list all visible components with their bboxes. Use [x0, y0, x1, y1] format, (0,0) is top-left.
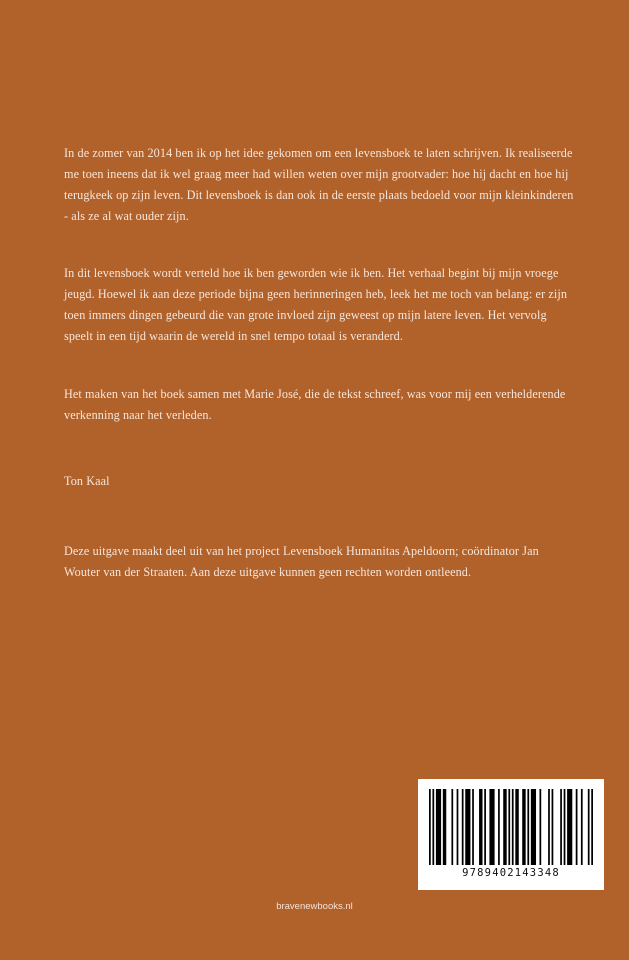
barcode-bar	[465, 789, 470, 865]
barcode-bar	[443, 789, 446, 865]
barcode-bar	[548, 789, 550, 865]
barcode-bar	[515, 789, 518, 865]
barcode-bar	[539, 789, 541, 865]
acknowledgement-paragraph: Het maken van het boek samen met Marie José, die de tekst schreef, was voor mij een verhelderende verkenning naar het verleden.	[64, 387, 566, 422]
colophon-paragraph: Deze uitgave maakt deel uit van het project Levensboek Humanitas Apeldoorn; coördinator Jan Wouter van der Straaten. Aan deze uitgave kunnen geen rechten worden ontleend.	[64, 544, 539, 579]
author-signature: Ton Kaal	[64, 474, 110, 488]
barcode-bar	[429, 789, 431, 865]
barcode-bar	[484, 789, 486, 865]
barcode-bar	[560, 789, 562, 865]
barcode-bar	[527, 789, 529, 865]
barcode-bar	[489, 789, 494, 865]
barcode-image	[429, 789, 593, 865]
story-paragraph: In dit levensboek wordt verteld hoe ik ben geworden wie ik ben. Het verhaal begint bij mijn vroege jeugd. Hoewel ik aan deze periode bijna geen herinneringen heb, leek het me toch van belang: er zijn toen immers dingen gebeurd die van grote invloed zijn geweest op mijn latere leven. Het vervolg speelt in een tijd waarin de wereld in snel tempo totaal is veranderd.	[64, 266, 568, 343]
barcode-bar	[567, 789, 572, 865]
barcode-bar	[508, 789, 510, 865]
barcode-bar	[462, 789, 464, 865]
barcode-bar	[588, 789, 590, 865]
barcode-bar	[591, 789, 593, 865]
barcode-bar	[498, 789, 500, 865]
barcode-bar	[436, 789, 441, 865]
barcode-bar	[576, 789, 578, 865]
barcode-bar	[451, 789, 453, 865]
isbn-number: 9789402143348	[462, 867, 560, 879]
barcode-bar	[531, 789, 536, 865]
barcode-bar	[512, 789, 514, 865]
barcode-bar	[457, 789, 459, 865]
barcode-bar	[564, 789, 566, 865]
barcode-bar	[472, 789, 474, 865]
barcode-bar	[479, 789, 482, 865]
barcode-bar	[432, 789, 434, 865]
barcode-bar	[552, 789, 554, 865]
intro-paragraph: In de zomer van 2014 ben ik op het idee gekomen om een levensboek te laten schrijven. Ik realiseerde me toen ineens dat ik wel graag meer had willen weten over mijn grootvader: hoe hij dacht en hoe hij terugkeek op zijn leven. Dit levensboek is dan ook in de eerste plaats bedoeld voor mijn kleinkinderen - als ze al wat ouder zijn.	[64, 146, 574, 223]
barcode-bar	[522, 789, 525, 865]
barcode-bar	[503, 789, 506, 865]
barcode-bar	[581, 789, 583, 865]
isbn-barcode	[418, 779, 604, 890]
publisher-website: bravenewbooks.nl	[276, 901, 353, 912]
